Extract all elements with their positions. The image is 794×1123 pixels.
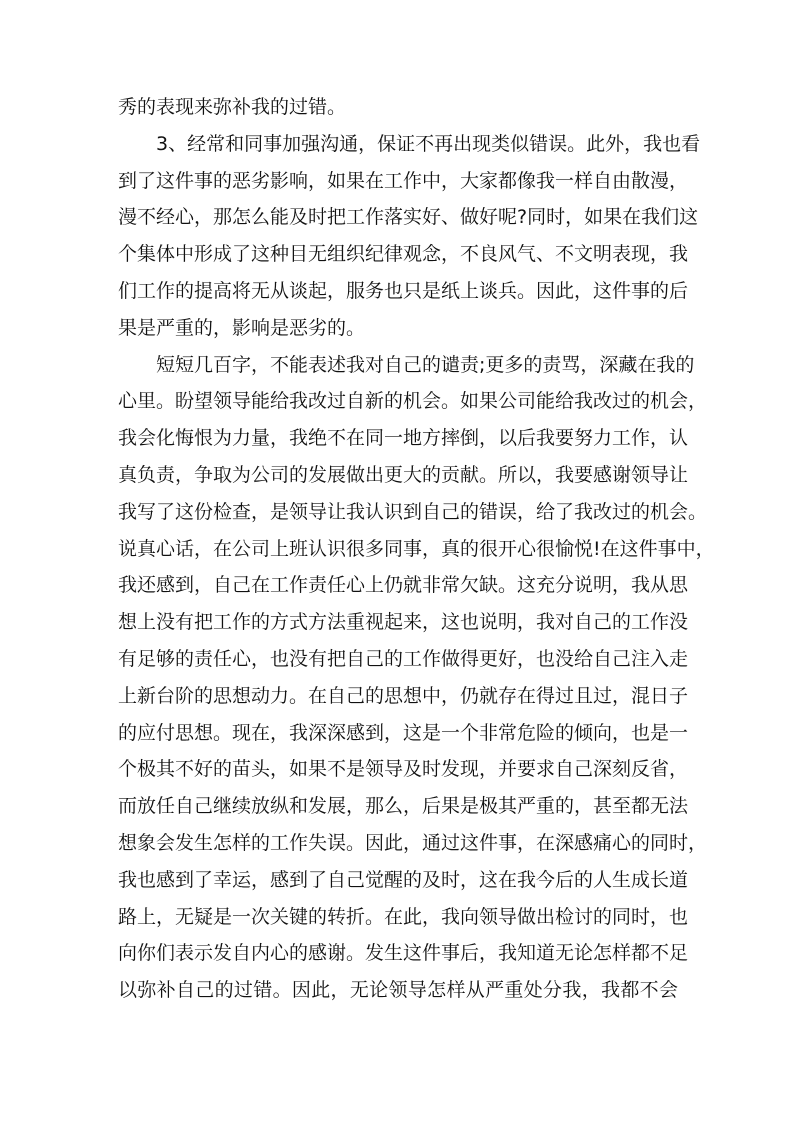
text-line: 的应付思想。现在，我深深感到，这是一个非常危险的倾向，也是一: [118, 721, 689, 744]
text-line: 个极其不好的苗头，如果不是领导及时发现，并要求自己深刻反省，: [118, 758, 689, 781]
text-line: 到了这件事的恶劣影响，如果在工作中，大家都像我一样自由散漫，: [118, 169, 689, 192]
text-line: 说真心话，在公司上班认识很多同事，真的很开心很愉悦!在这件事中，: [118, 537, 715, 560]
text-line: 我会化悔恨为力量，我绝不在同一地方摔倒，以后我要努力工作，认: [118, 427, 689, 450]
text-line: 我也感到了幸运，感到了自己觉醒的及时，这在我今后的人生成长道: [118, 868, 689, 891]
text-line: 们工作的提高将无从谈起，服务也只是纸上谈兵。因此，这件事的后: [118, 279, 689, 302]
text-line: 而放任自己继续放纵和发展，那么，后果是极其严重的，甚至都无法: [118, 795, 689, 818]
text-line: 想上没有把工作的方式方法重视起来，这也说明，我对自己的工作没: [118, 611, 689, 634]
paragraph: [118, 126, 701, 347]
text-line: 果是严重的，影响是恶劣的。: [118, 316, 366, 339]
text-line: 有足够的责任心，也没有把自己的工作做得更好，也没给自己注入走: [118, 647, 689, 670]
document-body: [118, 89, 715, 1009]
text-line: 想象会发生怎样的工作失误。因此，通过这件事，在深感痛心的同时，: [118, 831, 708, 854]
text-line: 路上，无疑是一次关键的转折。在此，我向领导做出检讨的同时，也: [118, 905, 689, 928]
text-line: 短短几百字，不能表述我对自己的谴责;更多的责骂，深藏在我的: [118, 353, 695, 376]
text-line: 真负责，争取为公司的发展做出更大的贡献。所以，我要感谢领导让: [118, 463, 689, 486]
text-line: 个集体中形成了这种目无组织纪律观念，不良风气、不文明表现，我: [118, 243, 689, 266]
text-line: 3、经常和同事加强沟通，保证不再出现类似错误。此外，我也看: [118, 132, 701, 155]
text-line: 向你们表示发自内心的感谢。发生这件事后，我知道无论怎样都不足: [118, 942, 689, 965]
text-line: 漫不经心，那怎么能及时把工作落实好、做好呢?同时，如果在我们这: [118, 206, 699, 229]
text-line: 心里。盼望领导能给我改过自新的机会。如果公司能给我改过的机会，: [118, 390, 708, 413]
text-line: 以弥补自己的过错。因此，无论领导怎样从严重处分我，我都不会: [118, 979, 678, 1002]
text-line: 我写了这份检查，是领导让我认识到自己的错误，给了我改过的机会。: [118, 500, 708, 523]
paragraph: [118, 89, 678, 126]
text-line: 秀的表现来弥补我的过错。: [118, 96, 347, 118]
text-line: 上新台阶的思想动力。在自己的思想中，仍就存在得过且过，混日子: [118, 684, 689, 707]
paragraph: [118, 347, 715, 1009]
text-line: 我还感到，自己在工作责任心上仍就非常欠缺。这充分说明，我从思: [118, 574, 689, 597]
